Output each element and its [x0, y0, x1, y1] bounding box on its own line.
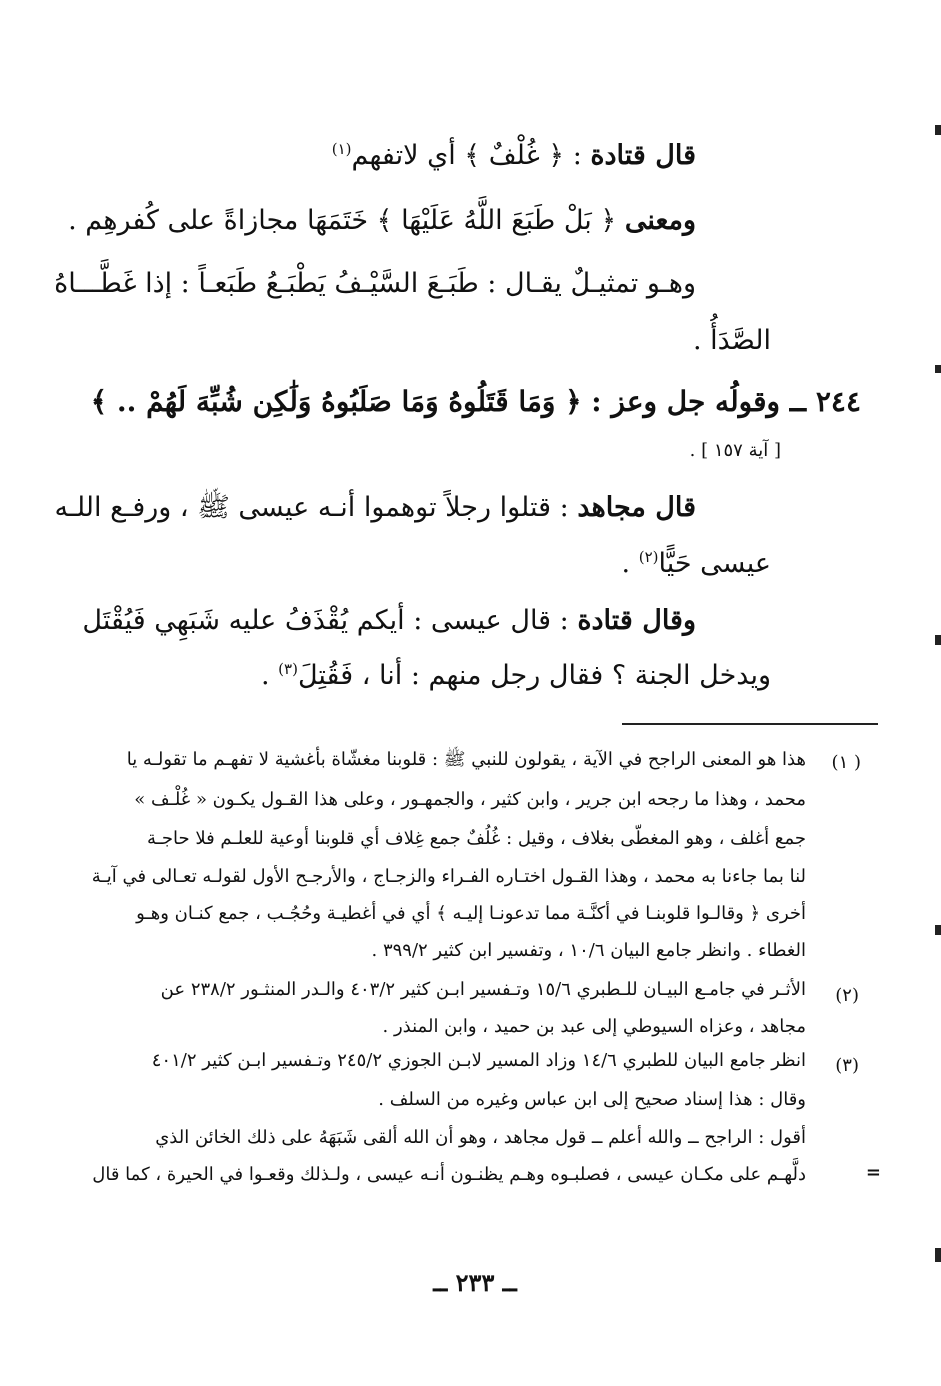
line-9-text: : قال عيسى : أيكم يُقْذَفُ عليه شَبَهِي فَيُقْتَل: [82, 605, 578, 636]
line-4-text: الصَّدَأُ .: [693, 325, 771, 356]
edge-mark: [935, 125, 941, 135]
footnote-ref-3: (٣): [278, 660, 298, 678]
author-note-line-1: أقول : الراجح ــ والله أعلم ــ قول مجاهد ، وهو أن الله ألقى شَبَهَهُ على ذلك الخائن الذي: [155, 1127, 806, 1148]
line-3-text: وهـو تمثيـلٌ يقـال : طَبَـعَ السَّيْـفُ يَطْبَـعُ طَبَعـاً : إذا غَطَّـــاهُ: [54, 268, 696, 299]
line-10-text: ويدخل الجنة ؟ فقال رجل منهم : أنا ، فَقُتِلَ: [297, 660, 771, 691]
footnote-2-number: (٢): [835, 985, 859, 1006]
verse-reference-text: [ آية ١٥٧ ] .: [689, 440, 781, 461]
main-line-4: [693, 325, 771, 356]
footnote-3-number: (٣): [835, 1055, 859, 1076]
footnote-3-line-1: انظر جامع البيان للطبري ١٤/٦ وزاد المسير لابـن الجوزي ٢٤٥/٢ وتـفسير ابـن كثير ٤٠١/٢: [151, 1050, 806, 1071]
footnote-1-number: ( ١): [831, 752, 861, 773]
footnote-1-line-6: الغطاء . وانظر جامع البيان ١٠/٦ ، وتفسير ابن كثير ٣٩٩/٢ .: [371, 940, 806, 961]
edge-mark: [935, 925, 941, 935]
continuation-mark: =: [865, 1162, 881, 1183]
edge-mark: [935, 635, 941, 645]
main-line-2: [68, 205, 696, 236]
main-line-7: [54, 490, 696, 530]
speaker-qatada-2: وقال قتادة: [577, 605, 696, 636]
line-1-text: : ﴿ غُلْفٌ ﴾ أي لاتفهم: [351, 140, 591, 171]
speaker-qatada: قال قتادة: [590, 140, 696, 171]
verse-heading-244: [91, 385, 861, 418]
line-2-text: ﴿ بَلْ طَبَعَ اللَّهُ عَلَيْهَا ﴾ خَتَمَهَا مجازاةً على كُفرهِم .: [68, 205, 625, 236]
edge-mark: [935, 365, 941, 373]
edge-mark: [935, 1248, 941, 1262]
footnote-3-line-2: وقال : هذا إسناد صحيح إلى ابن عباس وغيره من السلف .: [378, 1089, 806, 1110]
main-line-10: [261, 660, 771, 691]
footnote-ref-1: (١): [331, 140, 352, 158]
footnote-separator: [622, 723, 878, 725]
verse-heading-text: ٢٤٤ ــ وقولُه جل وعز : ﴿ وَمَا قَتَلُوهُ وَمَا صَلَبُوهُ وَلَٰكِن شُبِّهَ لَهُمْ .. ﴾: [90, 385, 861, 418]
footnote-2-line-2: مجاهد ، وعزاه السيوطي إلى عبد بن حميد ، وابن المنذر .: [382, 1016, 806, 1037]
line-7-text: : قتلوا رجلاً توهموا أنـه عيسى ﷺ ، ورفـع اللـه: [54, 492, 578, 523]
page-number: ــ ٢٣٣ ــ: [433, 1268, 517, 1297]
term-meaning: ومعنى: [624, 205, 696, 236]
main-line-9: [82, 605, 696, 636]
speaker-mujahid: قال مجاهد: [577, 492, 696, 523]
line-8-text: عيسى حَيًّا: [658, 548, 771, 579]
footnote-1-line-1: هذا هو المعنى الراجح في الآية ، يقولون للنبي ﷺ : قلوبنا مغشّاة بأغشية لا تفهـم ما تقولـه يا: [126, 749, 806, 770]
footnote-1-line-3: جمع أغلف ، وهو المغطّى بغلاف ، وقيل : غُلُفٌ جمع غِلاف أي قلوبنا أوعية للعلـم فلا حاجـة: [146, 828, 806, 849]
footnote-1-line-5: أخرى ﴿ وقالـوا قلوبنـا في أكنَّـة مما تدعونـا إليـه ﴾ أي في أغطيـة وحُجُـب ، جمع كنـان وهـو: [136, 903, 806, 924]
main-line-1: [332, 140, 696, 171]
author-note-line-2: دلَّهـم على مكـان عيسى ، فصلبـوه وهـم يظنـون أنـه عيسى ، ولـذلك وقعـوا في الحيرة ، كما قال: [92, 1164, 806, 1185]
footnote-1-line-2: محمد ، وهذا ما رجحه ابن جرير ، وابن كثير ، والجمهـور ، وعلى هذا القـول يكـون « غُلْـف »: [134, 789, 806, 810]
footnote-1-line-4: لنا بما جاءنا به محمد ، وهذا القـول اختـاره الفـراء والزجـاج ، والأرجـح الأول لقولـه تعـالى في آيـة: [91, 866, 806, 887]
main-line-3: [54, 268, 696, 299]
main-line-8: [622, 548, 771, 579]
line-8-end: .: [621, 548, 639, 579]
verse-reference: [690, 440, 781, 461]
footnote-2-line-1: الأثـر في جامـع البيـان للـطبري ١٥/٦ وتـفسير ابـن كثير ٤٠٣/٢ والـدر المنثـور ٢٣٨/٢ عن: [160, 979, 806, 1000]
line-10-end: .: [261, 660, 279, 691]
footnote-ref-2: (٢): [638, 548, 659, 566]
